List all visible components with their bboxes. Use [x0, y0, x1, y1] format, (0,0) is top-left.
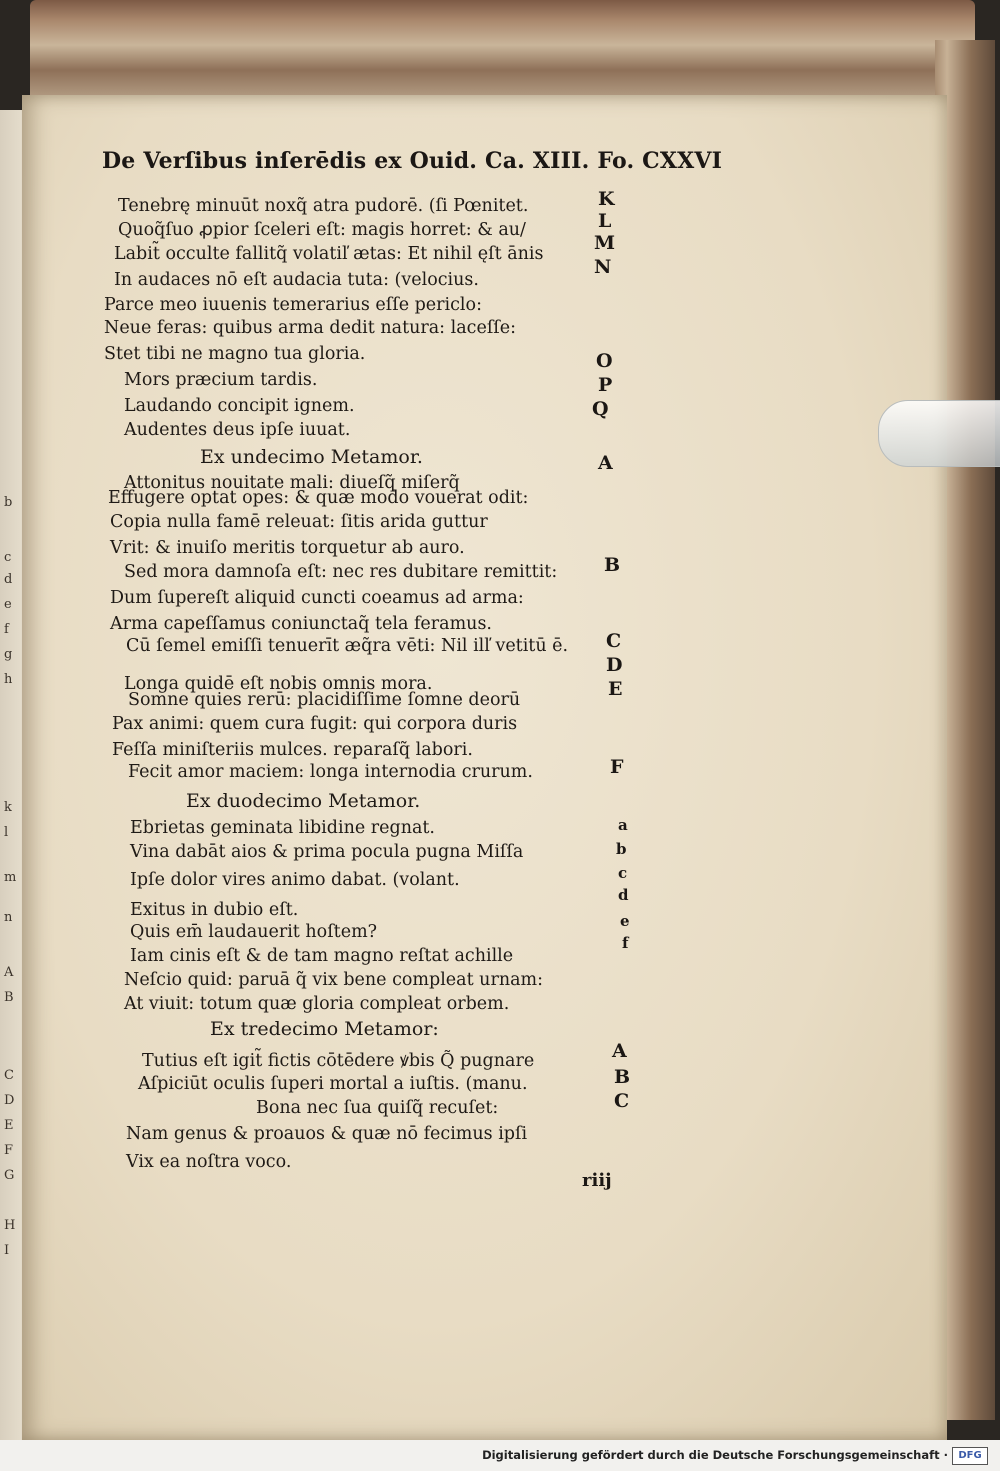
- text-line: Quis em̄ laudauerit hoſtem?: [130, 922, 378, 942]
- text-line: Exitus in dubio eſt.: [130, 900, 299, 920]
- margin-letter: f: [4, 622, 9, 637]
- funding-credit: Digitalisierung gefördert durch die Deutsche Forschungsgemeinschaft ·: [482, 1448, 948, 1462]
- section-marker: E: [608, 678, 623, 700]
- text-line: Stet tibi ne magno tua gloria.: [104, 344, 366, 364]
- margin-letter: h: [4, 672, 13, 687]
- text-line: Ipſe dolor vires animo dabat. (volant.: [130, 870, 460, 890]
- signature-mark: riij: [582, 1170, 612, 1191]
- page-clip: [878, 400, 1000, 467]
- margin-letter: F: [4, 1143, 14, 1158]
- section-marker: Q: [592, 398, 609, 420]
- margin-letter: H: [4, 1218, 16, 1233]
- text-line: Cū ſemel emiſſi tenuerīt æq̃ra vēti: Nil ilľ vetitū ē.: [126, 636, 569, 656]
- section-marker: D: [606, 654, 623, 676]
- section-heading: Ex duodecimo Metamor.: [186, 790, 421, 812]
- text-line: Tenebrę minuūt noxq̃ atra pudorē. (ſi Pœnitet.: [118, 196, 529, 216]
- text-line: Arma capeſſamus coniunctaq̃ tela feramus.: [110, 614, 492, 634]
- margin-letter: g: [4, 647, 13, 662]
- margin-letter: l: [4, 825, 9, 840]
- text-line: Effugere optat opes: & quæ modo vouerat odit:: [108, 488, 529, 508]
- section-marker: C: [614, 1090, 630, 1112]
- section-heading: Ex undecimo Metamor.: [200, 446, 423, 468]
- margin-letter: b: [4, 495, 13, 510]
- text-line: Parce meo iuuenis temerarius eſſe periclo:: [104, 295, 482, 315]
- section-marker: A: [612, 1040, 627, 1062]
- section-marker: C: [606, 630, 622, 652]
- section-marker: O: [596, 350, 613, 372]
- text-line: Tutius eſt igit̃ fictis cōtēdere ꝟbis Q̃ pugnare: [142, 1051, 535, 1071]
- margin-letter: k: [4, 800, 12, 815]
- margin-letter: A: [4, 965, 14, 980]
- text-line: Vina dabāt aios & prima pocula pugna Miſſa: [130, 842, 524, 862]
- section-marker: B: [604, 554, 621, 576]
- text-line: Feſſa miniſteriis mulces. reparaſq̃ labori.: [112, 740, 473, 760]
- section-marker: e: [620, 912, 630, 930]
- text-line: Neſcio quid: paruā q̃ vix bene compleat urnam:: [124, 970, 544, 990]
- text-line: Copia nulla famē releuat: ſitis arida guttur: [110, 512, 488, 532]
- text-line: Vrit: & inuiſo meritis torquetur ab auro.: [110, 538, 465, 558]
- section-marker: F: [610, 756, 624, 778]
- section-marker: b: [616, 840, 627, 858]
- text-line: Longa quidē eſt nobis omnis mora.: [124, 674, 433, 694]
- dfg-logo: DFG: [952, 1447, 988, 1465]
- text-line: At viuit: totum quæ gloria compleat orbem.: [124, 994, 510, 1014]
- text-line: Vix ea noſtra voco.: [126, 1152, 292, 1172]
- margin-letter: n: [4, 910, 13, 925]
- text-line: Dum ſupereſt aliquid cuncti coeamus ad arma:: [110, 588, 524, 608]
- section-heading: Ex tredecimo Metamor:: [210, 1018, 439, 1040]
- footer-bar: [0, 1440, 1000, 1471]
- section-marker: L: [598, 210, 612, 232]
- section-marker: d: [618, 886, 629, 904]
- text-line: Aſpiciūt oculis ſuperi mortal a iuſtis. (manu.: [138, 1074, 528, 1094]
- text-line: Laudando concipit ignem.: [124, 396, 355, 416]
- section-marker: M: [594, 232, 616, 254]
- margin-letter: m: [4, 870, 17, 885]
- section-marker: A: [598, 452, 613, 474]
- text-line: Iam cinis eſt & de tam magno reſtat achille: [130, 946, 514, 966]
- margin-letter: c: [4, 550, 12, 565]
- text-line: Mors præcium tardis.: [124, 370, 318, 390]
- margin-letter: D: [4, 1093, 15, 1108]
- margin-letter: G: [4, 1168, 15, 1183]
- text-line: Pax animi: quem cura fugit: qui corpora duris: [112, 714, 518, 734]
- text-line: Audentes deus ipſe iuuat.: [124, 420, 351, 440]
- section-marker: P: [598, 374, 613, 396]
- section-marker: N: [594, 256, 612, 278]
- running-header: De Verſibus inſerēdis ex Ouid. Ca. XIII. Fo. CXXVI: [102, 148, 723, 174]
- text-line: Ebrietas geminata libidine regnat.: [130, 818, 435, 838]
- text-line: Neue feras: quibus arma dedit natura: laceſſe:: [104, 318, 517, 338]
- text-line: Labit̃ occulte fallitq̃ volatiľ ætas: Et nihil ęſt ānis: [114, 244, 544, 264]
- text-line: Quoq̃ſuo ꝓpior ſceleri eſt: magis horret: & au/: [118, 220, 526, 240]
- text-line: Fecit amor maciem: longa internodia crurum.: [128, 762, 533, 782]
- margin-letter: B: [4, 990, 14, 1005]
- text-line: Bona nec ſua quiſq̃ recuſet:: [256, 1098, 499, 1118]
- section-marker: c: [618, 864, 628, 882]
- section-marker: a: [618, 816, 628, 834]
- text-line: Nam genus & proauos & quæ nō fecimus ipſi: [126, 1124, 528, 1144]
- text-line: Somne quies rerū: placidiſſime ſomne deorū: [128, 690, 521, 710]
- text-line: Sed mora damnoſa eſt: nec res dubitare remittit:: [124, 562, 558, 582]
- section-marker: K: [598, 188, 615, 210]
- margin-letter: e: [4, 597, 12, 612]
- section-marker: B: [614, 1066, 631, 1088]
- margin-letter: I: [4, 1243, 10, 1258]
- book-top-edge: [30, 0, 975, 100]
- margin-letter: C: [4, 1068, 14, 1083]
- margin-letter: E: [4, 1118, 14, 1133]
- section-marker: f: [622, 934, 629, 952]
- text-line: Attonitus nouitate mali: diueſq̃ miſerq̃: [124, 473, 460, 493]
- text-line: In audaces nō eſt audacia tuta: (velocius.: [114, 270, 479, 290]
- margin-letter: d: [4, 572, 13, 587]
